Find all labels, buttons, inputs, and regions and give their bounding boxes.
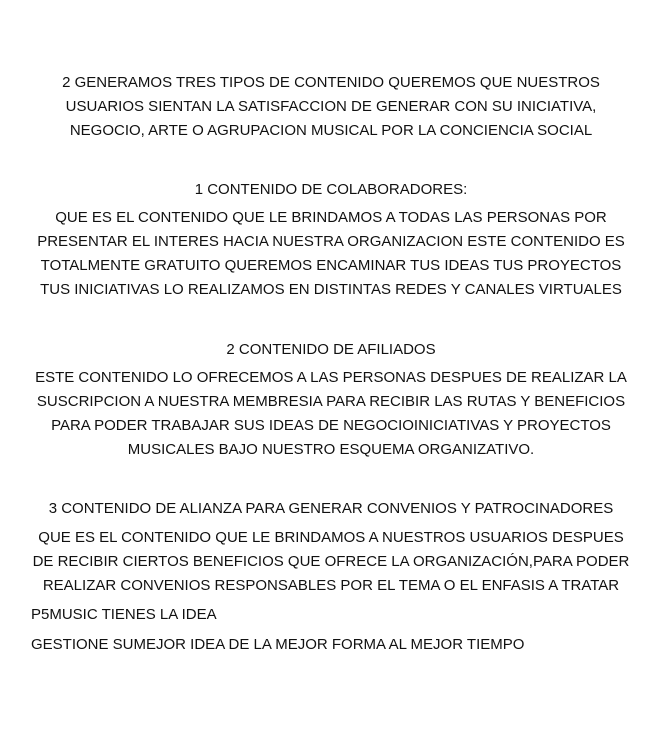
section3-line: DE RECIBIR CIERTOS BENEFICIOS QUE OFRECE LA ORGANIZACIÓN,PARA PODER xyxy=(32,553,630,570)
section3-line: QUE ES EL CONTENIDO QUE LE BRINDAMOS A NUESTROS USUARIOS DESPUES xyxy=(38,529,624,546)
section1-line: TUS INICIATIVAS LO REALIZAMOS EN DISTINTAS REDES Y CANALES VIRTUALES xyxy=(40,281,622,298)
intro-line: NEGOCIO, ARTE O AGRUPACION MUSICAL POR LA CONCIENCIA SOCIAL xyxy=(69,122,593,139)
section2-heading: 2 CONTENIDO DE AFILIADOS xyxy=(226,341,436,358)
section2-line: SUSCRIPCION A NUESTRA MEMBRESIA PARA RECIBIR LAS RUTAS Y BENEFICIOS xyxy=(36,393,626,410)
section3-line: REALIZAR CONVENIOS RESPONSABLES POR EL TEMA O EL ENFASIS A TRATAR xyxy=(42,577,620,594)
footer-slogan: GESTIONE SUMEJOR IDEA DE LA MEJOR FORMA AL MEJOR TIEMPO xyxy=(31,636,525,653)
section1-heading: 1 CONTENIDO DE COLABORADORES: xyxy=(194,181,468,198)
footer-tagline: P5MUSIC TIENES LA IDEA xyxy=(31,606,217,623)
section1-paragraph xyxy=(31,206,631,302)
section1-line: TOTALMENTE GRATUITO QUEREMOS ENCAMINAR TUS IDEAS TUS PROYECTOS xyxy=(40,257,622,274)
intro-paragraph xyxy=(31,71,631,143)
section1-line: QUE ES EL CONTENIDO QUE LE BRINDAMOS A TODAS LAS PERSONAS POR xyxy=(55,209,607,226)
section2-line: ESTE CONTENIDO LO OFRECEMOS A LAS PERSONAS DESPUES DE REALIZAR LA xyxy=(35,369,627,386)
section3-heading: 3 CONTENIDO DE ALIANZA PARA GENERAR CONVENIOS Y PATROCINADORES xyxy=(48,500,614,517)
intro-line: USUARIOS SIENTAN LA SATISFACCION DE GENERAR CON SU INICIATIVA, xyxy=(65,98,597,115)
section1-line: PRESENTAR EL INTERES HACIA NUESTRA ORGANIZACION ESTE CONTENIDO ES xyxy=(37,233,625,250)
section2-line: PARA PODER TRABAJAR SUS IDEAS DE NEGOCIOINICIATIVAS Y PROYECTOS xyxy=(51,417,611,434)
section2-line: MUSICALES BAJO NUESTRO ESQUEMA ORGANIZATIVO. xyxy=(127,441,535,458)
section2-paragraph xyxy=(31,366,631,462)
intro-line: 2 GENERAMOS TRES TIPOS DE CONTENIDO QUEREMOS QUE NUESTROS xyxy=(62,74,600,91)
section3-paragraph xyxy=(31,526,631,598)
